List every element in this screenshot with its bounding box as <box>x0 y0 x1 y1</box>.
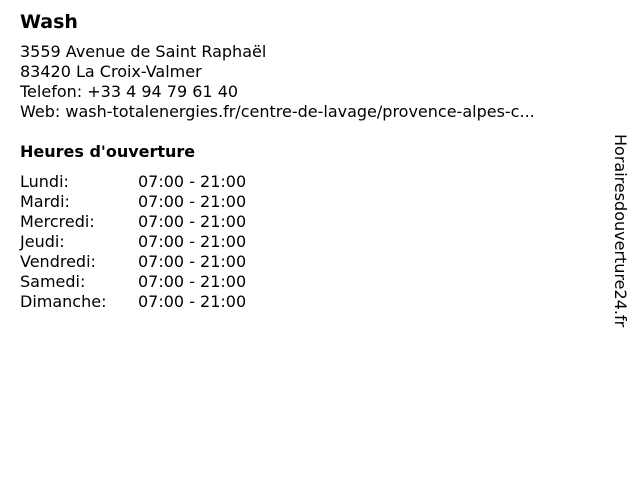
business-name: Wash <box>20 11 78 33</box>
hours-value: 07:00 - 21:00 <box>138 272 247 291</box>
hours-row <box>20 192 600 212</box>
hours-value: 07:00 - 21:00 <box>138 172 247 191</box>
hours-row <box>20 292 600 312</box>
web-label: Web: <box>20 102 61 121</box>
opening-hours-title: Heures d'ouverture <box>20 142 196 161</box>
phone-line <box>20 82 600 102</box>
day-label: Mardi: <box>20 192 70 211</box>
phone-label: Telefon: <box>20 82 83 101</box>
hours-value: 07:00 - 21:00 <box>138 252 247 271</box>
hours-value: 07:00 - 21:00 <box>138 292 247 311</box>
hours-row <box>20 272 600 292</box>
day-label: Dimanche: <box>20 292 107 311</box>
hours-value: 07:00 - 21:00 <box>138 212 247 231</box>
hours-row <box>20 172 600 192</box>
hours-value: 07:00 - 21:00 <box>138 232 247 251</box>
hours-row <box>20 232 600 252</box>
hours-value: 07:00 - 21:00 <box>138 192 247 211</box>
day-label: Samedi: <box>20 272 86 291</box>
day-label: Lundi: <box>20 172 69 191</box>
hours-row <box>20 252 600 272</box>
opening-hours-table <box>20 172 600 312</box>
phone-number[interactable]: +33 4 94 79 61 40 <box>87 82 239 101</box>
web-line <box>20 102 600 122</box>
address-street: 3559 Avenue de Saint Raphaël <box>20 42 267 61</box>
business-card <box>20 10 600 312</box>
day-label: Jeudi: <box>20 232 65 251</box>
day-label: Vendredi: <box>20 252 96 271</box>
website-link[interactable]: wash-totalenergies.fr/centre-de-lavage/provence-alpes-c... <box>65 102 535 121</box>
hours-row <box>20 212 600 232</box>
day-label: Mercredi: <box>20 212 95 231</box>
site-watermark: Horairesdouverture24.fr <box>611 134 630 328</box>
address-city: 83420 La Croix-Valmer <box>20 62 202 81</box>
